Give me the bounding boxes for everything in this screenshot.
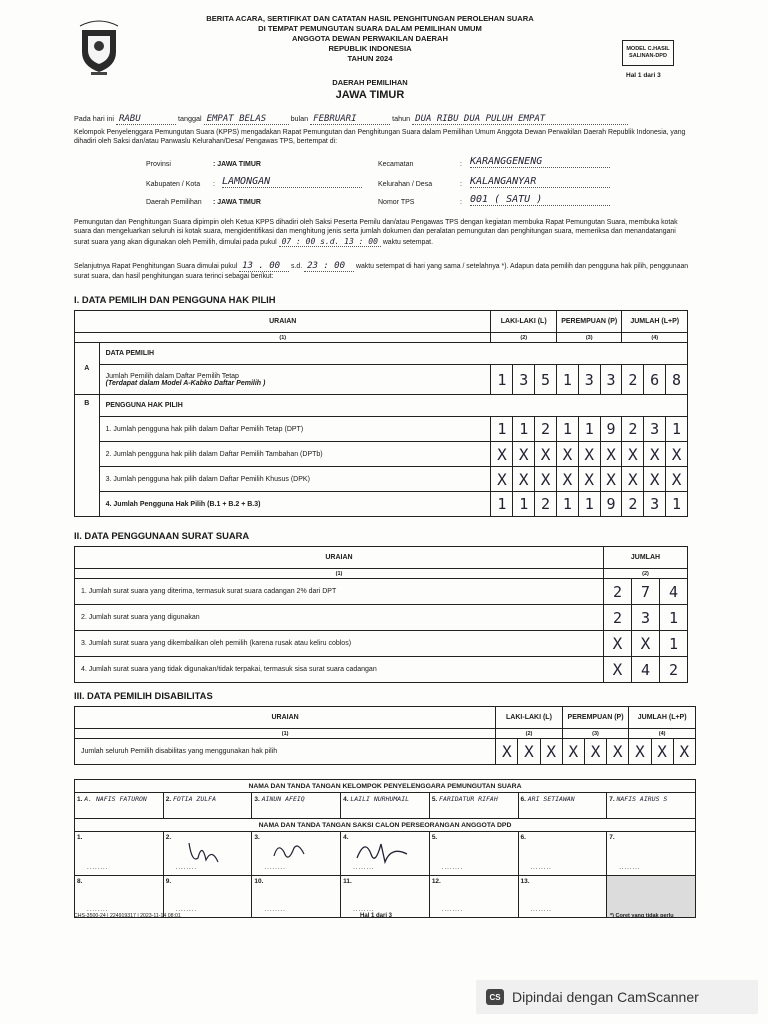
digit-cell[interactable]: X <box>632 631 660 657</box>
section-1-table <box>74 310 688 517</box>
dpd-signature-8[interactable]: 8. ........ <box>75 876 164 918</box>
s1-header-perempuan: PEREMPUAN (P) <box>556 311 621 333</box>
digit-cell[interactable]: X <box>644 467 666 492</box>
s1-b1-label: 1. Jumlah pengguna hak pilih dalam Daftar Pemilih Tetap (DPT) <box>99 417 491 442</box>
kpps-signature-title: NAMA DAN TANDA TANGAN KELOMPOK PENYELENGGARA PEMUNGUTAN SUARA <box>75 780 696 793</box>
dapil-heading: DAERAH PEMILIHAN JAWA TIMUR <box>332 78 408 101</box>
s3-row-label: Jumlah seluruh Pemilih disabilitas yang menggunakan hak pilih <box>75 739 496 765</box>
s2-row-4-label: 4. Jumlah surat suara yang tidak digunakan/tidak terpakai, termasuk sisa surat suara cadangan <box>75 657 604 683</box>
dpd-signature-4[interactable]: 4. ........ <box>341 832 430 876</box>
signature-mark-icon <box>351 836 411 868</box>
s3-header-jumlah: JUMLAH (L+P) <box>629 707 696 729</box>
s1-col-num: (1) <box>75 333 491 343</box>
s2-col-num: (2) <box>604 569 688 579</box>
digit-cell[interactable]: X <box>518 739 540 765</box>
digit-cell[interactable]: 1 <box>666 492 688 517</box>
digit-cell[interactable]: X <box>651 739 673 765</box>
kecamatan-colon: : <box>460 161 462 168</box>
s1-b-title: PENGGUNA HAK PILIH <box>99 395 687 417</box>
s1-b3-label: 3. Jumlah pengguna hak pilih dalam Daftar Pemilih Khusus (DPK) <box>99 467 491 492</box>
digit-cell[interactable]: 3 <box>644 492 666 517</box>
digit-cell[interactable]: X <box>540 739 562 765</box>
digit-cell[interactable]: 1 <box>578 417 600 442</box>
s1-b2-label: 2. Jumlah pengguna hak pilih dalam Daftar Pemilih Tambahan (DPTb) <box>99 442 491 467</box>
digit-cell[interactable]: X <box>673 739 695 765</box>
digit-cell[interactable]: X <box>513 467 535 492</box>
digit-cell[interactable]: 9 <box>600 492 622 517</box>
digit-cell[interactable]: 3 <box>600 365 622 395</box>
document-code: CHS-3500-24 | 224919317 | 2023-11-14 08:01 <box>74 913 181 919</box>
digit-cell[interactable]: X <box>600 467 622 492</box>
digit-cell[interactable]: 2 <box>622 492 644 517</box>
tanggal-field[interactable]: EMPAT BELAS <box>204 114 289 125</box>
section-3-title: III. DATA PEMILIH DISABILITAS <box>74 690 213 701</box>
count-end-field[interactable]: 23 : 00 <box>304 262 354 272</box>
kpps-signature-1[interactable]: 1. A. NAFIS FATURON <box>75 793 164 819</box>
model-label-box: MODEL C.HASIL SALINAN-DPD <box>622 40 674 66</box>
s1-col-num: (4) <box>622 333 688 343</box>
digit-cell[interactable]: 2 <box>604 579 632 605</box>
s3-col-num: (4) <box>629 729 696 739</box>
kabupaten-label: Kabupaten / Kota <box>146 181 201 188</box>
bulan-field[interactable]: FEBRUARI <box>310 114 390 125</box>
dpd-signature-12[interactable]: 12. ........ <box>429 876 518 918</box>
procedure-paragraph: Pemungutan dan Penghitungan Suara dipimpin oleh Ketua KPPS dihadiri oleh Saksi Peserta Pemilu dan/atau Pengawas TPS dengan kegiatan membuka Rapat Pemungutan Suara, membuka kotak suara dan mengeluarkan seluruh isi kotak suara, mengidentifikasi dan menghitung jenis serta jumlah dokumen dan peralatan pemungutan dan penghitungan suara, memeriksa dan menandatangani surat suara yang akan digunakan oleh Pemilih, dimulai pada pukul 07 : 00 s.d. 13 : 00 waktu setempat. <box>74 219 678 246</box>
digit-cell[interactable]: 8 <box>666 365 688 395</box>
signature-table <box>74 779 696 918</box>
kabupaten-colon: : <box>213 181 215 188</box>
digit-cell[interactable]: 1 <box>660 631 688 657</box>
camscanner-watermark <box>476 980 758 1014</box>
section-2-table <box>74 546 688 683</box>
dapil-label: Daerah Pemilihan <box>146 199 202 206</box>
digit-cell[interactable]: 1 <box>556 417 578 442</box>
digit-cell[interactable]: 2 <box>622 417 644 442</box>
digit-cell[interactable]: X <box>600 442 622 467</box>
kabupaten-field[interactable]: LAMONGAN <box>222 176 362 188</box>
kpps-signature-3[interactable]: 3. AINUN AFEIQ <box>252 793 341 819</box>
digit-cell[interactable]: 2 <box>535 492 557 517</box>
s1-col-num: (2) <box>491 333 556 343</box>
signature-mark-icon <box>268 838 308 868</box>
kpps-signature-4[interactable]: 4. LAILI NURHUMAIL <box>341 793 430 819</box>
dpd-signature-3[interactable]: 3. ........ <box>252 832 341 876</box>
digit-cell[interactable]: X <box>562 739 584 765</box>
s1-a-title: DATA PEMILIH <box>99 343 687 365</box>
kelurahan-colon: : <box>460 181 462 188</box>
digit-cell[interactable]: X <box>604 631 632 657</box>
digit-cell[interactable]: X <box>496 739 518 765</box>
digit-cell[interactable]: X <box>491 467 513 492</box>
section-3-table <box>74 706 696 765</box>
camscanner-text: Dipindai dengan CamScanner <box>512 989 699 1005</box>
camscanner-icon: CS <box>486 989 504 1005</box>
s3-header-laki: LAKI-LAKI (L) <box>496 707 563 729</box>
digit-cell[interactable]: 3 <box>513 365 535 395</box>
digit-cell[interactable]: 1 <box>666 417 688 442</box>
section-2-title: II. DATA PENGGUNAAN SURAT SUARA <box>74 530 250 541</box>
provinsi-value: : JAWA TIMUR <box>213 161 261 168</box>
digit-cell[interactable]: X <box>666 467 688 492</box>
kpps-signature-5[interactable]: 5. FARIDATUR RIFAH <box>429 793 518 819</box>
digit-cell[interactable]: X <box>556 442 578 467</box>
s1-letter-a: A <box>75 343 100 395</box>
tahun-field[interactable]: DUA RIBU DUA PULUH EMPAT <box>412 114 628 125</box>
s1-header-laki: LAKI-LAKI (L) <box>491 311 556 333</box>
hari-field[interactable]: RABU <box>116 114 176 125</box>
dpd-signature-1[interactable]: 1. ........ <box>75 832 164 876</box>
digit-cell[interactable]: 1 <box>660 605 688 631</box>
digit-cell[interactable]: 2 <box>622 365 644 395</box>
section-1-title: I. DATA PEMILIH DAN PENGGUNA HAK PILIH <box>74 294 276 305</box>
voting-time-field[interactable]: 07 : 00 s.d. 13 : 00 <box>279 237 381 247</box>
s1-col-num: (3) <box>556 333 621 343</box>
digit-cell[interactable]: X <box>535 442 557 467</box>
digit-cell[interactable]: X <box>622 442 644 467</box>
digit-cell[interactable]: X <box>629 739 651 765</box>
page-number-top: Hal 1 dari 3 <box>626 72 661 79</box>
digit-cell[interactable]: 1 <box>513 417 535 442</box>
digit-cell[interactable]: 4 <box>632 657 660 683</box>
kpps-signature-7[interactable]: 7. NAFIS AIRUS S <box>607 793 696 819</box>
dpd-signature-7[interactable]: 7. ........ <box>607 832 696 876</box>
s1-header-uraian: URAIAN <box>75 311 491 333</box>
digit-cell[interactable]: 1 <box>578 492 600 517</box>
digit-cell[interactable]: 6 <box>644 365 666 395</box>
digit-cell[interactable]: X <box>578 467 600 492</box>
digit-cell[interactable]: 3 <box>644 417 666 442</box>
footnote: *) Coret yang tidak perlu <box>610 913 674 919</box>
digit-cell[interactable]: 7 <box>632 579 660 605</box>
s3-header-perempuan: PEREMPUAN (P) <box>562 707 629 729</box>
digit-cell[interactable]: 2 <box>535 417 557 442</box>
digit-cell[interactable]: X <box>578 442 600 467</box>
s2-col-num: (1) <box>75 569 604 579</box>
opening-line: Pada hari ini RABU tanggal EMPAT BELAS bulan FEBRUARI tahun DUA RIBU DUA PULUH EMPAT <box>74 114 628 125</box>
digit-cell[interactable]: 1 <box>491 492 513 517</box>
s2-row-3-label: 3. Jumlah surat suara yang dikembalikan oleh pemilih (karena rusak atau keliru coblos) <box>75 631 604 657</box>
digit-cell[interactable]: X <box>491 442 513 467</box>
provinsi-label: Provinsi <box>146 161 171 168</box>
jawa-timur-emblem-icon <box>74 16 124 78</box>
digit-cell[interactable]: 5 <box>535 365 557 395</box>
digit-cell[interactable]: X <box>607 739 629 765</box>
digit-cell[interactable]: 2 <box>660 657 688 683</box>
digit-cell[interactable]: 4 <box>660 579 688 605</box>
dpd-signature-title: NAMA DAN TANDA TANGAN SAKSI CALON PERSEORANGAN ANGGOTA DPD <box>75 819 696 832</box>
s2-row-1-label: 1. Jumlah surat suara yang diterima, termasuk surat suara cadangan 2% dari DPT <box>75 579 604 605</box>
kpps-signature-6[interactable]: 6. ARI SETIAWAN <box>518 793 607 819</box>
dpd-signature-6[interactable]: 6. ........ <box>518 832 607 876</box>
signature-mark-icon <box>184 838 224 868</box>
dpd-signature-2[interactable]: 2. ........ <box>163 832 252 876</box>
digit-cell[interactable]: 1 <box>491 417 513 442</box>
digit-cell[interactable]: X <box>604 657 632 683</box>
kpps-signature-2[interactable]: 2. FOTIA ZULFA <box>163 793 252 819</box>
s1-a-row-label: Jumlah Pemilih dalam Daftar Pemilih Tetap (Terdapat dalam Model A-Kabko Daftar Pemilih ) <box>99 365 491 395</box>
opening-paragraph: Kelompok Penyelenggara Pemungutan Suara (KPPS) mengadakan Rapat Pemungutan dan Penghitungan Suara dalam Pemilihan Umum Anggota Dewan Perwakilan Daerah Republik Indonesia, yang dihadiri oleh Saksi dan/atau Panwaslu Kelurahan/Desa/ Pengawas TPS, bertempat di: <box>74 129 686 146</box>
dpd-signature-5[interactable]: 5. ........ <box>429 832 518 876</box>
dpd-signature-13[interactable]: 13. ........ <box>518 876 607 918</box>
s3-header-uraian: URAIAN <box>75 707 496 729</box>
digit-cell[interactable]: X <box>513 442 535 467</box>
dpd-signature-empty <box>607 876 696 918</box>
digit-cell[interactable]: 1 <box>556 365 578 395</box>
s1-header-jumlah: JUMLAH (L+P) <box>622 311 688 333</box>
digit-cell[interactable]: X <box>666 442 688 467</box>
s3-col-num: (2) <box>496 729 563 739</box>
digit-cell[interactable]: 3 <box>632 605 660 631</box>
digit-cell[interactable]: 1 <box>556 492 578 517</box>
digit-cell[interactable]: 2 <box>604 605 632 631</box>
kelurahan-field[interactable]: KALANGANYAR <box>470 176 610 188</box>
digit-cell[interactable]: X <box>644 442 666 467</box>
tps-label: Nomor TPS <box>378 199 415 206</box>
s3-col-num: (1) <box>75 729 496 739</box>
kelurahan-label: Kelurahan / Desa <box>378 181 433 188</box>
tps-field[interactable]: 001 ( SATU ) <box>470 194 610 206</box>
dapil-value: : JAWA TIMUR <box>213 199 261 206</box>
digit-cell[interactable]: X <box>535 467 557 492</box>
digit-cell[interactable]: 1 <box>491 365 513 395</box>
digit-cell[interactable]: X <box>556 467 578 492</box>
dpd-signature-11[interactable]: 11. ........ <box>341 876 430 918</box>
count-start-field[interactable]: 13 . 00 <box>239 262 289 272</box>
digit-cell[interactable]: 3 <box>578 365 600 395</box>
counting-paragraph: Selanjutnya Rapat Penghitungan Suara dimulai pukul 13 . 00 s.d. 23 : 00 waktu setempat di hari yang sama / setelahnya *). Adapun data pemilih dan pengguna hak pilih, penggunaan surat suara, dan hasil penghitungan suara terinci sebagai berikut: <box>74 261 689 281</box>
s1-b4-label: 4. Jumlah Pengguna Hak Pilih (B.1 + B.2 + B.3) <box>99 492 491 517</box>
s2-header-uraian: URAIAN <box>75 547 604 569</box>
digit-cell[interactable]: 9 <box>600 417 622 442</box>
s2-row-2-label: 2. Jumlah surat suara yang digunakan <box>75 605 604 631</box>
s2-header-jumlah: JUMLAH <box>604 547 688 569</box>
dpd-signature-10[interactable]: 10. ........ <box>252 876 341 918</box>
digit-cell[interactable]: X <box>584 739 606 765</box>
page-number-bottom: Hal 1 dari 3 <box>360 913 393 919</box>
s3-col-num: (3) <box>562 729 629 739</box>
kecamatan-field[interactable]: KARANGGENENG <box>470 156 610 168</box>
s1-letter-b: B <box>75 395 100 517</box>
dpd-signature-9[interactable]: 9. ........ <box>163 876 252 918</box>
tps-colon: : <box>460 199 462 206</box>
document-title: BERITA ACARA, SERTIFIKAT DAN CATATAN HASIL PENGHITUNGAN PEROLEHAN SUARA DI TEMPAT PEMUNGUTAN SUARA DALAM PEMILIHAN UMUM ANGGOTA DEWAN PERWAKILAN DAERAH REPUBLIK INDONESIA TAHUN 2024 <box>206 14 534 63</box>
digit-cell[interactable]: X <box>622 467 644 492</box>
digit-cell[interactable]: 1 <box>513 492 535 517</box>
kecamatan-label: Kecamatan <box>378 161 414 168</box>
